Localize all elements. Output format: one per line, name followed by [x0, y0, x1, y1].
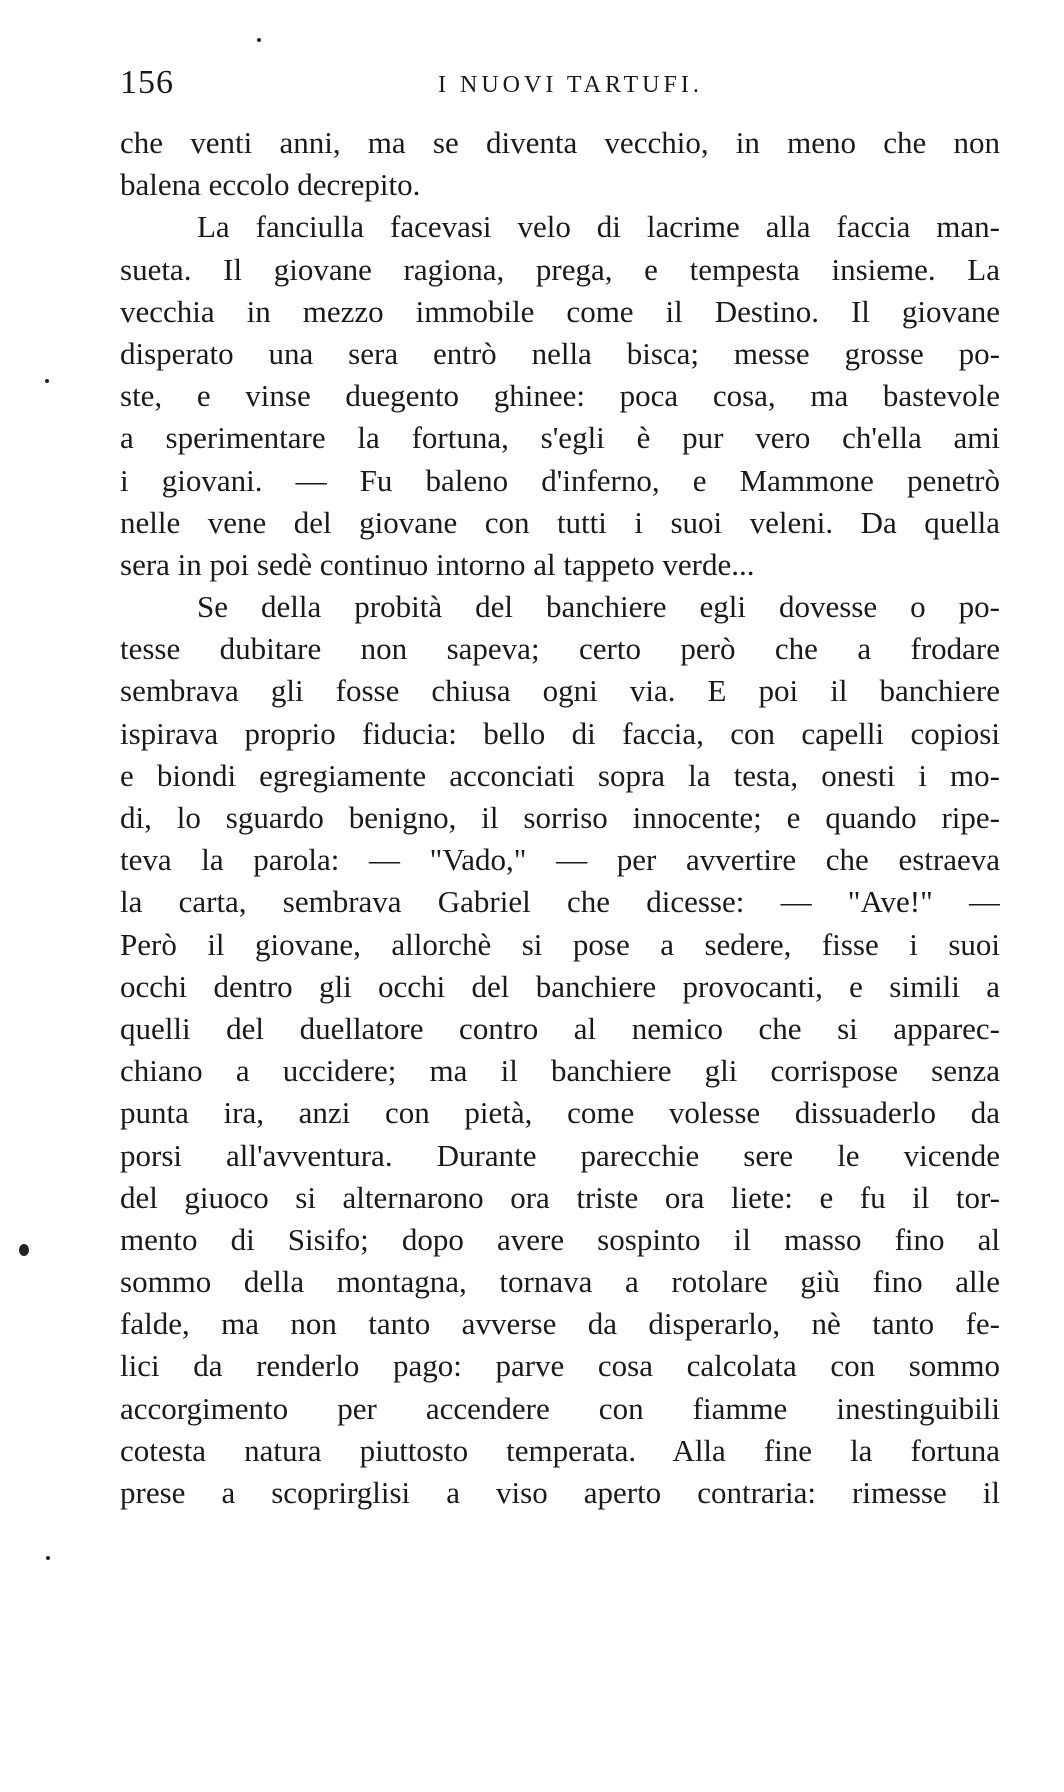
text-line: punta ira, anzi con pietà, come volesse dissuaderlo da — [120, 1095, 1000, 1131]
text-line: e biondi egregiamente acconciati sopra la testa, onesti i mo- — [120, 757, 1000, 793]
text-line: sera in poi sedè continuo intorno al tappeto verde... — [120, 546, 755, 582]
text-line: sembrava gli fosse chiusa ogni via. E poi il banchiere — [120, 673, 1000, 709]
text-line: sommo della montagna, tornava a rotolare giù fino alle — [120, 1264, 1000, 1300]
text-line: del giuoco si alternarono ora triste ora liete: e fu il tor- — [120, 1179, 1000, 1215]
body-text — [120, 122, 1000, 1514]
text-line: lici da renderlo pago: parve cosa calcolata con sommo — [120, 1348, 1000, 1384]
text-line: teva la parola: — "Vado," — per avvertire che estraeva — [120, 842, 1000, 878]
text-line: di, lo sguardo benigno, il sorriso innocente; e quando ripe- — [120, 800, 1000, 835]
text-line: vecchia in mezzo immobile come il Destino. Il giovane — [120, 293, 1000, 329]
text-line: porsi all'avventura. Durante parecchie sere le vicende — [120, 1137, 1000, 1173]
text-line: cotesta natura piuttosto temperata. Alla fine la fortuna — [120, 1432, 1000, 1468]
scan-speck — [46, 1556, 50, 1560]
page-header — [120, 64, 1000, 104]
text-line: ispirava proprio fiducia: bello di faccia, con capelli copiosi — [120, 715, 1000, 751]
paragraph-start-line: La fanciulla facevasi velo di lacrime alla faccia man- — [197, 209, 1000, 245]
scan-speck — [257, 38, 261, 42]
text-line: occhi dentro gli occhi del banchiere provocanti, e simili a — [120, 968, 1000, 1004]
text-line: ste, e vinse duegento ghinee: poca cosa, ma bastevole — [120, 378, 1000, 414]
text-line: quelli del duellatore contro al nemico che si apparec- — [120, 1010, 1000, 1046]
text-line: mento di Sisifo; dopo avere sospinto il masso fino al — [120, 1221, 1000, 1257]
text-line: i giovani. — Fu baleno d'inferno, e Mammone penetrò — [120, 462, 1000, 498]
text-line: balena eccolo decrepito. — [120, 167, 421, 203]
text-line: nelle vene del giovane con tutti i suoi veleni. Da quella — [120, 504, 1000, 540]
text-line: falde, ma non tanto avverse da disperarlo, nè tanto fe- — [120, 1306, 1000, 1342]
text-line: tesse dubitare non sapeva; certo però che a frodare — [120, 631, 1000, 667]
text-line: prese a scoprirglisi a viso aperto contraria: rimesse il — [120, 1475, 1000, 1510]
page-number: 156 — [120, 64, 174, 101]
text-line: a sperimentare la fortuna, s'egli è pur vero ch'ella ami — [120, 420, 1000, 456]
text-line: disperato una sera entrò nella bisca; messe grosse po- — [120, 335, 1000, 371]
paragraph-start-line: Se della probità del banchiere egli dovesse o po- — [197, 589, 1000, 625]
text-line: che venti anni, ma se diventa vecchio, in meno che non — [120, 125, 1000, 160]
text-line: Però il giovane, allorchè si pose a sedere, fisse i suoi — [120, 926, 1000, 962]
text-line: sueta. Il giovane ragiona, prega, e tempesta insieme. La — [120, 251, 1000, 287]
running-title: I NUOVI TARTUFI. — [438, 72, 703, 98]
text-line: la carta, sembrava Gabriel che dicesse: — "Ave!" — — [120, 884, 1000, 920]
scan-speck — [45, 379, 49, 383]
scan-speck — [19, 1244, 29, 1256]
text-line: chiano a uccidere; ma il banchiere gli corrispose senza — [120, 1053, 1000, 1089]
text-line: accorgimento per accendere con fiamme inestinguibili — [120, 1390, 1000, 1426]
